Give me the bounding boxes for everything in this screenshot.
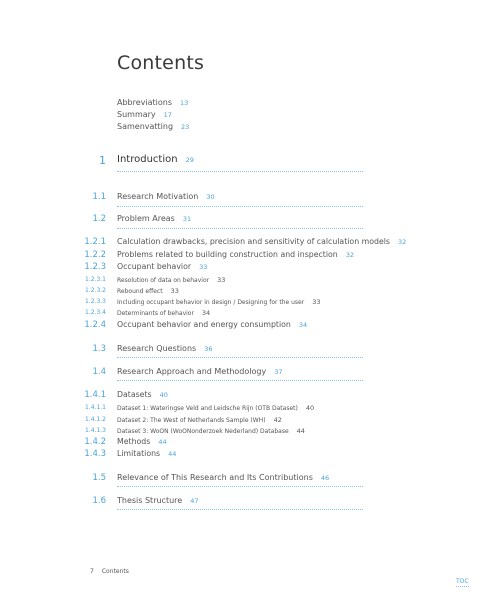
entry-number: 1.5 bbox=[92, 473, 106, 483]
entry-page: 33 bbox=[170, 287, 179, 295]
dotted-divider bbox=[117, 228, 363, 229]
dotted-divider bbox=[117, 486, 363, 487]
dotted-divider bbox=[117, 206, 363, 207]
front-item-page: 23 bbox=[181, 123, 190, 131]
front-item-summary[interactable] bbox=[117, 109, 172, 121]
entry-number: 1.4.1.3 bbox=[85, 427, 106, 434]
entry-label: Including occupant behavior in design / Designing for the user 33 bbox=[117, 298, 321, 306]
entry-number: 1.2.3.3 bbox=[85, 298, 106, 305]
entry-page: 44 bbox=[296, 427, 305, 435]
entry-number: 1.2.3.2 bbox=[85, 287, 106, 294]
entry-label: Datasets 40 bbox=[117, 390, 168, 399]
page-title: Contents bbox=[117, 52, 205, 74]
entry-page: 30 bbox=[206, 193, 215, 201]
entry-page: 44 bbox=[158, 438, 167, 446]
entry-page: 32 bbox=[397, 238, 407, 246]
entry-page: 42 bbox=[273, 416, 282, 424]
front-item-label: Summary bbox=[117, 110, 156, 119]
dotted-divider bbox=[117, 357, 363, 358]
entry-number: 1.1 bbox=[92, 192, 106, 202]
entry-label: Introduction 29 bbox=[117, 154, 194, 165]
entry-page: 33 bbox=[312, 298, 321, 306]
entry-page: 33 bbox=[199, 263, 208, 271]
entry-number: 1.2.3.1 bbox=[85, 276, 106, 283]
front-item-samenvatting[interactable] bbox=[117, 121, 189, 133]
entry-label: Dataset 2: The West of Netherlands Sample (WH) 42 bbox=[117, 416, 282, 424]
entry-label: Determinants of behavior 34 bbox=[117, 309, 211, 317]
entry-page: 31 bbox=[182, 215, 192, 223]
entry-number: 1.4 bbox=[92, 367, 106, 377]
entry-number: 1.2.1 bbox=[84, 237, 106, 247]
entry-number: 1.4.1 bbox=[84, 390, 106, 400]
front-item-page: 17 bbox=[163, 111, 172, 119]
entry-page: 34 bbox=[298, 321, 308, 329]
entry-page: 34 bbox=[201, 309, 211, 317]
entry-label: Problem Areas 31 bbox=[117, 214, 192, 223]
entry-number: 1.6 bbox=[92, 496, 106, 506]
entry-label: Problems related to building construction and inspection 32 bbox=[117, 250, 355, 259]
entry-number: 1.2 bbox=[92, 214, 106, 224]
entry-label: Research Approach and Methodology 37 bbox=[117, 367, 283, 376]
entry-label: Limitations 44 bbox=[117, 449, 177, 458]
entry-page: 32 bbox=[345, 251, 355, 259]
entry-page: 40 bbox=[305, 404, 315, 412]
entry-label: Dataset 3: WoON (WoONonderzoek Nederland) Database 44 bbox=[117, 427, 305, 435]
entry-page: 37 bbox=[274, 368, 283, 376]
entry-page: 36 bbox=[204, 345, 213, 353]
entry-label: Occupant behavior 33 bbox=[117, 262, 208, 271]
entry-label: Relevance of This Research and Its Contributions 46 bbox=[117, 473, 330, 482]
toc-link[interactable]: TOC bbox=[456, 578, 469, 585]
entry-page: 33 bbox=[217, 276, 226, 284]
entry-number: 1.4.1.1 bbox=[85, 404, 106, 411]
entry-number: 1.3 bbox=[92, 344, 106, 354]
entry-label: Occupant behavior and energy consumption 34 bbox=[117, 320, 308, 329]
entry-number: 1.4.2 bbox=[84, 437, 106, 447]
front-item-label: Samenvatting bbox=[117, 122, 174, 131]
entry-label: Methods 44 bbox=[117, 437, 167, 446]
entry-label: Rebound effect 33 bbox=[117, 287, 179, 295]
entry-number: 1.2.4 bbox=[84, 320, 106, 330]
entry-number: 1.2.3.4 bbox=[85, 309, 106, 316]
entry-number: 1.4.3 bbox=[84, 449, 106, 459]
dotted-divider bbox=[117, 380, 363, 381]
entry-page: 29 bbox=[185, 156, 194, 164]
entry-label: Thesis Structure 47 bbox=[117, 496, 199, 505]
entry-label: Research Questions 36 bbox=[117, 344, 213, 353]
entry-label: Dataset 1: Wateringse Veld and Leidsche Rijn (OTB Dataset) 40 bbox=[117, 404, 315, 412]
front-item-abbreviations[interactable] bbox=[117, 97, 188, 109]
footer-page-number: 7 bbox=[90, 568, 94, 575]
entry-page: 47 bbox=[190, 497, 199, 505]
entry-label: Research Motivation 30 bbox=[117, 192, 215, 201]
front-item-page: 13 bbox=[180, 99, 189, 107]
front-item-label: Abbreviations bbox=[117, 98, 173, 107]
dotted-divider bbox=[117, 171, 363, 172]
entry-label: Resolution of data on behavior 33 bbox=[117, 276, 226, 284]
entry-page: 46 bbox=[320, 474, 330, 482]
entry-page: 40 bbox=[159, 391, 168, 399]
page-footer bbox=[90, 568, 129, 575]
entry-number: 1.2.2 bbox=[84, 250, 106, 260]
entry-number: 1.2.3 bbox=[84, 262, 106, 272]
entry-page: 44 bbox=[168, 450, 177, 458]
entry-label: Calculation drawbacks, precision and sensitivity of calculation models 32 bbox=[117, 237, 407, 246]
footer-section: Contents bbox=[101, 568, 129, 575]
entry-number: 1.4.1.2 bbox=[85, 416, 106, 423]
dotted-divider bbox=[117, 509, 363, 510]
entry-number: 1 bbox=[99, 154, 106, 167]
